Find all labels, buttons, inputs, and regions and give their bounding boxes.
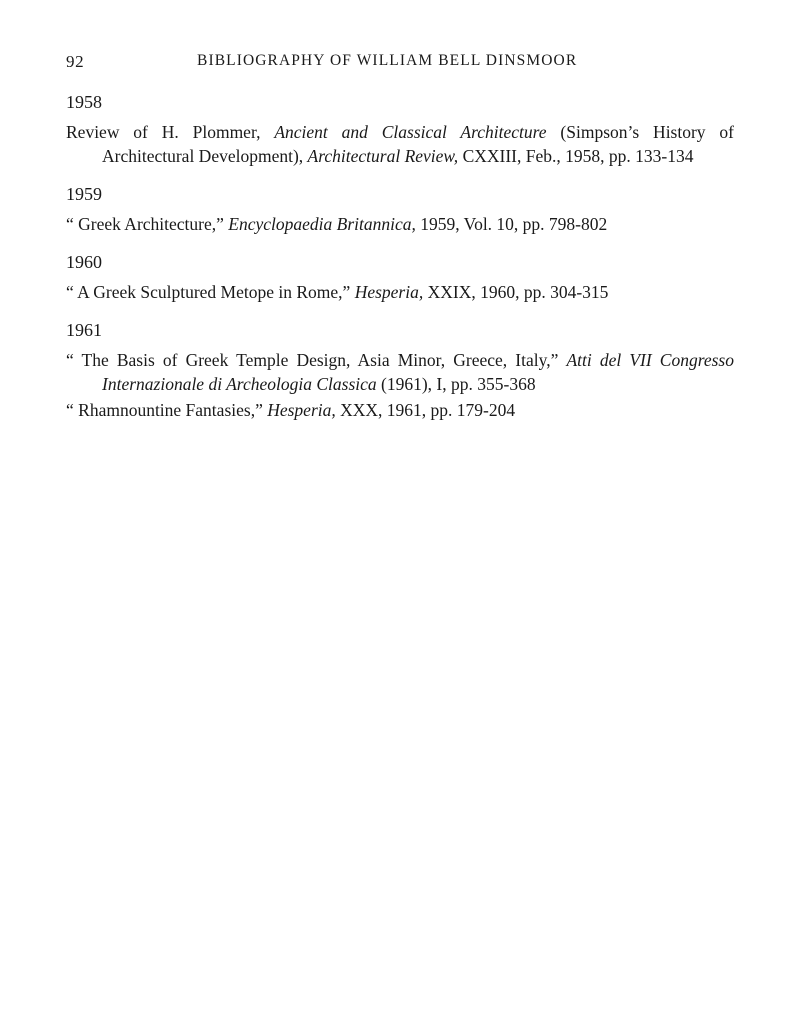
bibliography-entry [66,280,734,304]
entry-text: “ Greek Architecture,” [66,214,229,234]
bibliography-entry [66,348,734,396]
entry-text: Review of H. Plommer, [66,122,275,142]
entry-journal-italic: Hesperia, [354,282,424,302]
entry-text: “ The Basis of Greek Temple Design, Asia Minor, Greece, Italy,” [66,350,567,370]
entry-citation: (1961), I, pp. 355-368 [376,374,536,394]
year-heading: 1961 [66,320,102,340]
entry-text: “ A Greek Sculptured Metope in Rome,” [66,282,355,302]
entry-citation: CXXIII, Feb., 1958, pp. 133-134 [458,146,694,166]
year-section-1959 [66,182,734,236]
page-number: 92 [66,52,85,71]
entry-journal-italic: Hesperia, [267,400,336,420]
year-section-1960 [66,250,734,304]
running-head [66,52,734,78]
bibliography-entry [66,120,734,168]
entry-text: (Simpson’s History of Architectural Development), [102,122,734,166]
entry-journal-italic: Architectural Review, [307,146,459,166]
entry-citation: XXX, 1961, pp. 179-204 [335,400,516,420]
entry-text: “ Rhamnountine Fantasies,” [66,400,268,420]
entry-journal-italic: Atti del VII Congresso Internazionale di Archeologia Classica [102,350,734,394]
running-head-title: BIBLIOGRAPHY OF WILLIAM BELL DINSMOOR [197,52,578,69]
year-heading: 1960 [66,252,102,272]
bibliography-entry [66,398,734,422]
year-heading: 1958 [66,92,102,112]
page [66,52,734,424]
entry-journal-italic: Encyclopaedia Britannica, [228,214,416,234]
entry-citation: 1959, Vol. 10, pp. 798-802 [415,214,608,234]
bibliography-entry [66,212,734,236]
entry-citation: XXIX, 1960, pp. 304-315 [423,282,609,302]
entry-title-italic: Ancient and Classical Architecture [274,122,547,142]
year-heading: 1959 [66,184,102,204]
year-section-1958 [66,90,734,168]
year-section-1961 [66,318,734,422]
